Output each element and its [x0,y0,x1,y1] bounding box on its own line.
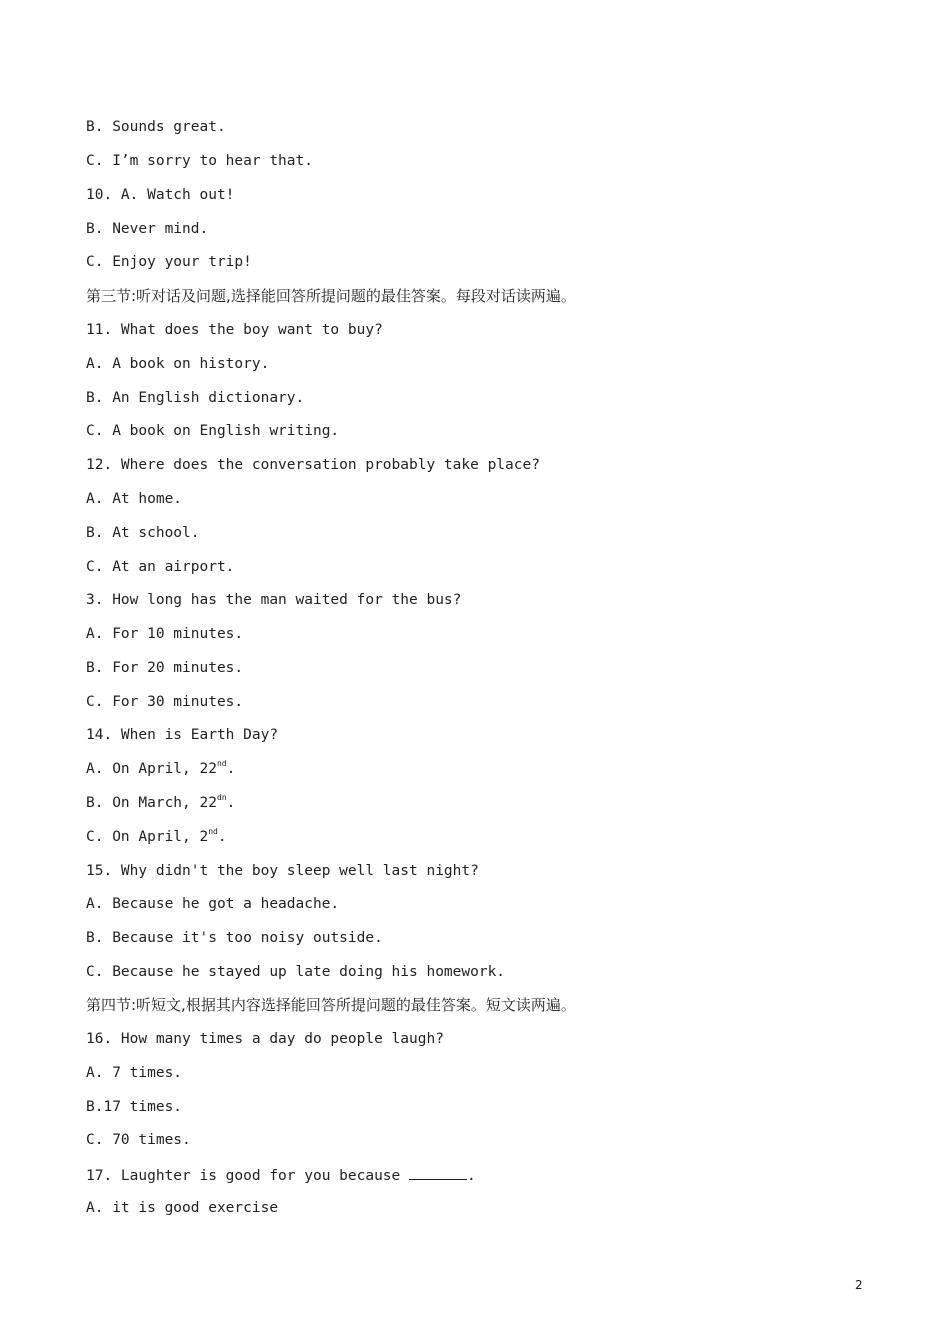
answer-blank [409,1165,467,1180]
question-11: 11. What does the boy want to buy? [86,322,383,338]
question-12: 12. Where does the conversation probably take place? [86,457,540,473]
question-13: 3. How long has the man waited for the bus? [86,592,462,608]
option-11c: C. A book on English writing. [86,423,340,439]
option-10b: B. Never mind. [86,221,209,237]
option-17a: A. it is good exercise [86,1200,279,1216]
option-10c: C. Enjoy your trip! [86,254,252,270]
section-3-heading: 第三节:听对话及问题,选择能回答所提问题的最佳答案。每段对话读两遍。 [86,287,576,305]
option-14a: A. On April, 22nd. [86,759,236,777]
option-13c: C. For 30 minutes. [86,694,244,710]
option-13b: B. For 20 minutes. [86,660,244,676]
option-15a: A. Because he got a headache. [86,896,340,912]
option-16b: B.17 times. [86,1099,183,1115]
question-10-option-a: 10. A. Watch out! [86,187,235,203]
option-15c: C. Because he stayed up late doing his homework. [86,964,506,980]
option-15b: B. Because it's too noisy outside. [86,930,383,946]
option-14c: C. On April, 2nd. [86,827,227,845]
question-16: 16. How many times a day do people laugh? [86,1031,444,1047]
superscript: nd [208,827,218,837]
superscript: dn [216,793,227,803]
option-16c: C. 70 times. [86,1132,191,1148]
option-11b: B. An English dictionary. [86,390,305,406]
section-4-heading: 第四节:听短文,根据其内容选择能回答所提问题的最佳答案。短文读两遍。 [86,996,576,1014]
option-14b: B. On March, $22^{dn}$. [86,793,236,811]
question-14: 14. When is Earth Day? [86,727,279,743]
option-11a: A. A book on history. [86,356,270,372]
option-12c: C. At an airport. [86,559,235,575]
page-number: 2 [855,1278,863,1292]
superscript: nd [216,759,227,769]
option-9c: C. I’m sorry to hear that. [86,153,313,169]
question-17: 17. Laughter is good for you because . [86,1165,476,1185]
option-16a: A. 7 times. [86,1065,183,1081]
option-9b: B. Sounds great. [86,119,226,135]
option-13a: A. For 10 minutes. [86,626,244,642]
option-12b: B. At school. [86,525,200,541]
question-15: 15. Why didn't the boy sleep well last night? [86,863,479,879]
option-12a: A. At home. [86,491,183,507]
